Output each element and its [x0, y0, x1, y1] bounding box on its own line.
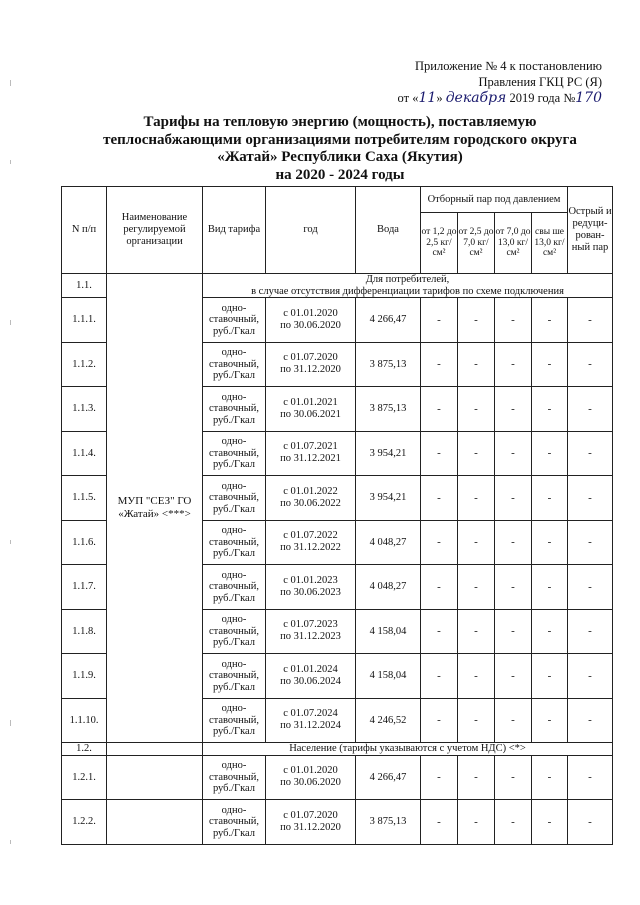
row-number: 1.1.6.	[62, 520, 107, 565]
water-tariff: 4 266,47	[356, 755, 421, 800]
empty-value-dash: -	[495, 476, 532, 521]
period-to: по 30.06.2021	[280, 408, 341, 420]
empty-value-dash: -	[495, 654, 532, 699]
organization-blank	[107, 743, 203, 756]
empty-value-dash: -	[421, 476, 458, 521]
section-title	[203, 274, 613, 298]
document-title	[60, 114, 620, 184]
section-row	[62, 743, 613, 756]
empty-value-dash: -	[421, 800, 458, 845]
header-year: год	[266, 187, 356, 274]
period	[266, 431, 356, 476]
water-tariff: 4 158,04	[356, 609, 421, 654]
tariff-type: одно-ставочный, руб./Гкал	[203, 565, 266, 610]
period-to: по 30.06.2022	[280, 497, 341, 509]
empty-value-dash: -	[458, 609, 495, 654]
period-from: с 01.01.2024	[283, 663, 338, 675]
empty-value-dash: -	[568, 431, 613, 476]
empty-value-dash: -	[568, 755, 613, 800]
empty-value-dash: -	[421, 609, 458, 654]
empty-value-dash: -	[532, 387, 568, 432]
empty-value-dash: -	[421, 698, 458, 743]
empty-value-dash: -	[532, 698, 568, 743]
period-to: по 31.12.2023	[280, 631, 341, 643]
empty-value-dash: -	[495, 800, 532, 845]
approval-line-2: Правления ГКЦ РС (Я)	[478, 75, 602, 89]
empty-value-dash: -	[458, 698, 495, 743]
water-tariff: 3 875,13	[356, 387, 421, 432]
section-title-line-2: в случае отсутствия дифференциации тарифов по схеме подключения	[251, 285, 564, 297]
organization-name: МУП "СЕЗ" ГО «Жатай» <***>	[107, 274, 203, 743]
title-line-2: теплоснабжающими организациями потребителям городского округа	[103, 131, 577, 148]
approval-block	[342, 58, 602, 106]
empty-value-dash: -	[421, 755, 458, 800]
period	[266, 698, 356, 743]
tariff-type: одно-ставочный, руб./Гкал	[203, 698, 266, 743]
handwritten-month: декабря	[445, 90, 507, 106]
period-from: с 01.07.2020	[283, 809, 338, 821]
period	[266, 755, 356, 800]
empty-value-dash: -	[532, 520, 568, 565]
empty-value-dash: -	[532, 609, 568, 654]
empty-value-dash: -	[421, 431, 458, 476]
empty-value-dash: -	[495, 698, 532, 743]
empty-value-dash: -	[458, 431, 495, 476]
water-tariff: 3 875,13	[356, 800, 421, 845]
empty-value-dash: -	[495, 298, 532, 343]
section-number: 1.2.	[62, 743, 107, 756]
empty-value-dash: -	[458, 565, 495, 610]
period-to: по 31.12.2022	[280, 542, 341, 554]
period	[266, 800, 356, 845]
row-number: 1.1.7.	[62, 565, 107, 610]
empty-value-dash: -	[421, 520, 458, 565]
row-number: 1.2.2.	[62, 800, 107, 845]
row-number: 1.1.5.	[62, 476, 107, 521]
header-water: Вода	[356, 187, 421, 274]
date-prefix: от «	[397, 91, 419, 105]
title-line-1: Тарифы на тепловую энергию (мощность), поставляемую	[143, 114, 537, 130]
tariff-type: одно-ставочный, руб./Гкал	[203, 342, 266, 387]
year-text: 2019 года №	[509, 91, 576, 105]
empty-value-dash: -	[458, 520, 495, 565]
empty-value-dash: -	[458, 342, 495, 387]
period-from: с 01.07.2022	[283, 530, 338, 542]
empty-value-dash: -	[458, 476, 495, 521]
empty-value-dash: -	[458, 800, 495, 845]
empty-value-dash: -	[568, 520, 613, 565]
period	[266, 387, 356, 432]
empty-value-dash: -	[568, 800, 613, 845]
date-mid: »	[436, 91, 443, 105]
tariff-type: одно-ставочный, руб./Гкал	[203, 298, 266, 343]
empty-value-dash: -	[532, 755, 568, 800]
water-tariff: 3 875,13	[356, 342, 421, 387]
tariff-type: одно-ставочный, руб./Гкал	[203, 431, 266, 476]
water-tariff: 4 048,27	[356, 520, 421, 565]
empty-value-dash: -	[421, 387, 458, 432]
empty-value-dash: -	[568, 476, 613, 521]
empty-value-dash: -	[458, 654, 495, 699]
tariff-type: одно-ставочный, руб./Гкал	[203, 755, 266, 800]
period-to: по 30.06.2024	[280, 675, 341, 687]
header-steam-3: от 7,0 до 13,0 кг/ см²	[495, 213, 532, 274]
empty-value-dash: -	[532, 342, 568, 387]
empty-value-dash: -	[458, 387, 495, 432]
empty-value-dash: -	[495, 755, 532, 800]
row-number: 1.1.9.	[62, 654, 107, 699]
scan-margin-marks	[6, 20, 20, 900]
empty-value-dash: -	[532, 565, 568, 610]
row-number: 1.1.1.	[62, 298, 107, 343]
section-title	[203, 743, 613, 756]
period-from: с 01.01.2023	[283, 574, 338, 586]
empty-value-dash: -	[532, 476, 568, 521]
row-number: 1.1.2.	[62, 342, 107, 387]
row-number: 1.1.3.	[62, 387, 107, 432]
empty-value-dash: -	[495, 431, 532, 476]
empty-value-dash: -	[532, 800, 568, 845]
organization-blank	[107, 800, 203, 845]
empty-value-dash: -	[458, 755, 495, 800]
period-to: по 31.12.2021	[280, 453, 341, 465]
empty-value-dash: -	[421, 342, 458, 387]
period	[266, 520, 356, 565]
title-line-3: «Жатай» Республики Саха (Якутия)	[217, 149, 463, 165]
period-to: по 30.06.2020	[280, 319, 341, 331]
period	[266, 476, 356, 521]
water-tariff: 3 954,21	[356, 431, 421, 476]
row-number: 1.1.4.	[62, 431, 107, 476]
period-from: с 01.07.2024	[283, 708, 338, 720]
section-title-line-1: Население (тарифы указываются с учетом НДС) <*>	[289, 743, 526, 754]
period	[266, 565, 356, 610]
empty-value-dash: -	[495, 520, 532, 565]
tariff-type: одно-ставочный, руб./Гкал	[203, 520, 266, 565]
period-from: с 01.01.2020	[283, 307, 338, 319]
header-steam-2: от 2,5 до 7,0 кг/ см²	[458, 213, 495, 274]
empty-value-dash: -	[568, 654, 613, 699]
water-tariff: 4 158,04	[356, 654, 421, 699]
row-number: 1.2.1.	[62, 755, 107, 800]
header-steam-4: свы ше 13,0 кг/ см²	[532, 213, 568, 274]
period-to: по 31.12.2020	[280, 821, 341, 833]
header-steam-1: от 1,2 до 2,5 кг/ см²	[421, 213, 458, 274]
header-n: N п/п	[62, 187, 107, 274]
title-line-4: на 2020 - 2024 годы	[275, 166, 405, 183]
period	[266, 342, 356, 387]
section-number: 1.1.	[62, 274, 107, 298]
period	[266, 298, 356, 343]
empty-value-dash: -	[495, 387, 532, 432]
empty-value-dash: -	[495, 609, 532, 654]
water-tariff: 4 048,27	[356, 565, 421, 610]
period-from: с 01.01.2020	[283, 765, 338, 777]
empty-value-dash: -	[568, 565, 613, 610]
empty-value-dash: -	[568, 698, 613, 743]
empty-value-dash: -	[495, 565, 532, 610]
period-from: с 01.07.2021	[283, 441, 338, 453]
approval-line-1: Приложение № 4 к постановлению	[415, 59, 602, 73]
water-tariff: 3 954,21	[356, 476, 421, 521]
period	[266, 654, 356, 699]
empty-value-dash: -	[532, 654, 568, 699]
period-from: с 01.07.2020	[283, 352, 338, 364]
header-type: Вид тарифа	[203, 187, 266, 274]
section-title-line-1: Для потребителей,	[365, 274, 450, 285]
period-from: с 01.01.2022	[283, 485, 338, 497]
empty-value-dash: -	[532, 431, 568, 476]
empty-value-dash: -	[458, 298, 495, 343]
section-row	[62, 274, 613, 298]
header-org: Наименование регулируемой организации	[107, 187, 203, 274]
period-from: с 01.07.2023	[283, 619, 338, 631]
period-to: по 31.12.2024	[280, 720, 341, 732]
handwritten-number: 170	[575, 90, 602, 106]
approval-line-3	[342, 90, 602, 106]
organization-blank	[107, 755, 203, 800]
period	[266, 609, 356, 654]
empty-value-dash: -	[495, 342, 532, 387]
header-steam: Отборный пар под давлением	[421, 187, 568, 213]
row-number: 1.1.8.	[62, 609, 107, 654]
period-to: по 31.12.2020	[280, 364, 341, 376]
tariff-table	[61, 186, 613, 845]
tariff-type: одно-ставочный, руб./Гкал	[203, 387, 266, 432]
empty-value-dash: -	[421, 298, 458, 343]
empty-value-dash: -	[421, 565, 458, 610]
table-row	[62, 800, 613, 845]
empty-value-dash: -	[568, 342, 613, 387]
handwritten-day: 11	[418, 90, 437, 106]
tariff-type: одно-ставочный, руб./Гкал	[203, 476, 266, 521]
table-row	[62, 755, 613, 800]
tariff-type: одно-ставочный, руб./Гкал	[203, 800, 266, 845]
water-tariff: 4 266,47	[356, 298, 421, 343]
tariff-type: одно-ставочный, руб./Гкал	[203, 654, 266, 699]
empty-value-dash: -	[568, 298, 613, 343]
empty-value-dash: -	[568, 609, 613, 654]
tariff-type: одно-ставочный, руб./Гкал	[203, 609, 266, 654]
row-number: 1.1.10.	[62, 698, 107, 743]
empty-value-dash: -	[532, 298, 568, 343]
period-to: по 30.06.2020	[280, 777, 341, 789]
header-sharp-steam: Острый и редуци-рован-ный пар	[568, 187, 613, 274]
empty-value-dash: -	[421, 654, 458, 699]
empty-value-dash: -	[568, 387, 613, 432]
period-from: с 01.01.2021	[283, 396, 338, 408]
water-tariff: 4 246,52	[356, 698, 421, 743]
period-to: по 30.06.2023	[280, 586, 341, 598]
